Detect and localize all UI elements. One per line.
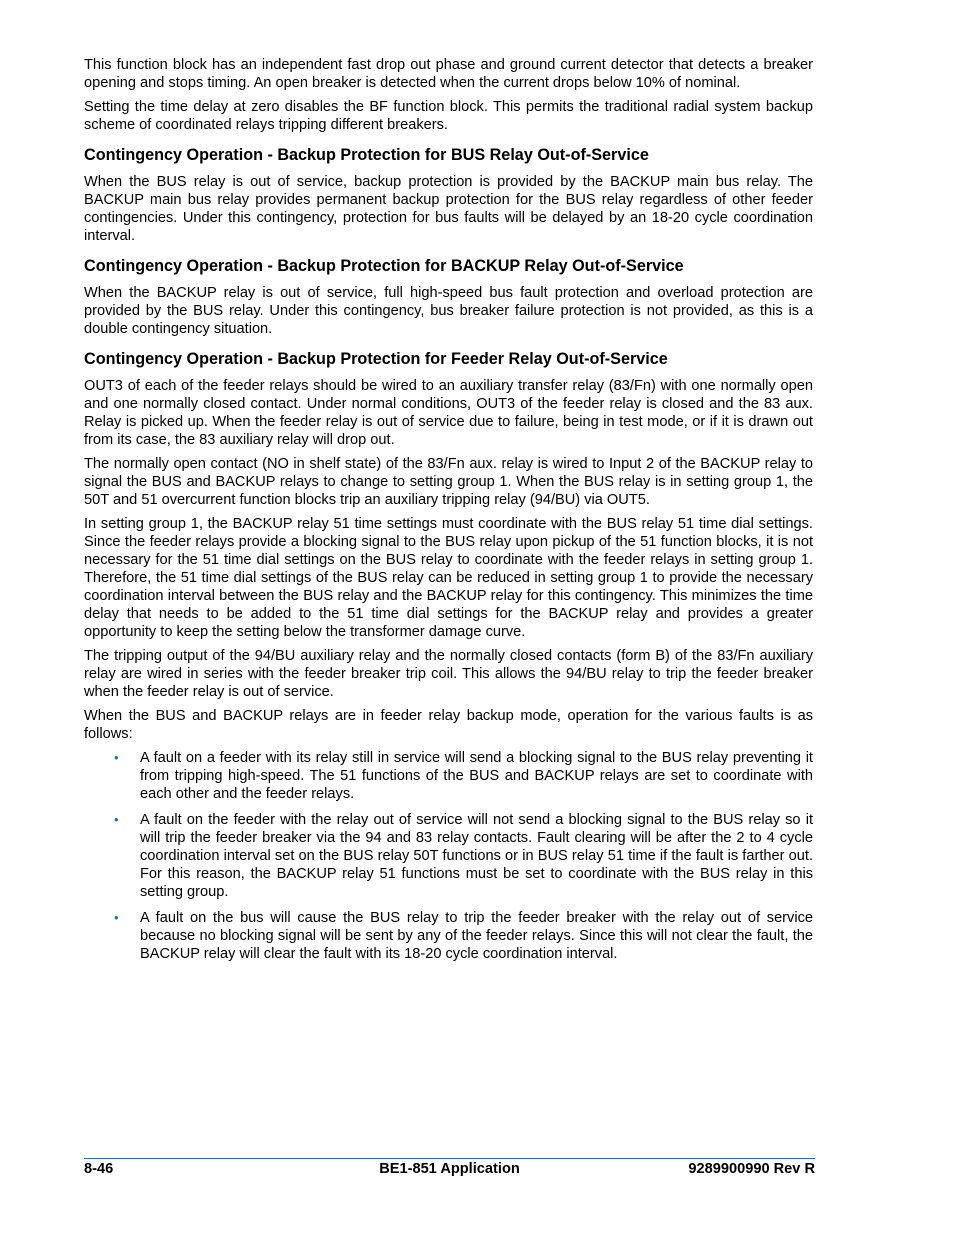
footer-divider (84, 1158, 815, 1159)
bullet-icon: • (114, 750, 119, 765)
body-paragraph: In setting group 1, the BACKUP relay 51 time settings must coordinate with the BUS relay 51 time dial settings. Since the feeder relays provide a blocking signal to the BUS relay upon pickup of the 51 function blocks, it is not necessary for the 51 time dial settings on the BUS relay to coordinate with the feeder relays in setting group 1. Therefore, the 51 time dial settings of the BUS relay can be reduced in setting group 1 to provide the necessary coordination interval between the BUS relay and the BACKUP relay for this contingency. This minimizes the time delay that needs to be added to the 51 time dial settings for the BACKUP relay and provides a greater opportunity to keep the setting below the transformer damage curve. (84, 516, 813, 640)
list-item (84, 749, 813, 803)
list-item-text: A fault on the bus will cause the BUS relay to trip the feeder breaker with the relay out of service because no blocking signal will be sent by any of the feeder relays. Since this will not clear the fault, the BACKUP relay will clear the fault with its 18-20 cycle coordination interval. (140, 910, 813, 962)
section-heading: Contingency Operation - Backup Protection for Feeder Relay Out-of-Service (84, 350, 668, 368)
body-paragraph: This function block has an independent fast drop out phase and ground current detector that detects a breaker opening and stops timing. An open breaker is detected when the current drops below 10% of nominal. (84, 57, 813, 91)
bullet-list (84, 749, 813, 963)
body-paragraph: When the BACKUP relay is out of service, full high-speed bus fault protection and overload protection are provided by the BUS relay. Under this contingency, bus breaker failure protection is not provided, as this is a double contingency situation. (84, 285, 813, 337)
section-heading: Contingency Operation - Backup Protection for BUS Relay Out-of-Service (84, 146, 649, 164)
page-number: 8-46 (84, 1161, 114, 1177)
document-body (84, 56, 813, 971)
document-number: 9289900990 Rev R (688, 1161, 815, 1177)
body-paragraph: When the BUS relay is out of service, backup protection is provided by the BACKUP main bus relay. The BACKUP main bus relay provides permanent backup protection for the BUS relay regardless of other feeder contingencies. Under this contingency, protection for bus faults will be delayed by an 18-20 cycle coordination interval. (84, 174, 813, 244)
body-paragraph: The tripping output of the 94/BU auxiliary relay and the normally closed contacts (form B) of the 83/Fn auxiliary relay are wired in series with the feeder breaker trip coil. This allows the 94/BU relay to trip the feeder breaker when the feeder relay is out of service. (84, 648, 813, 700)
body-paragraph: The normally open contact (NO in shelf state) of the 83/Fn aux. relay is wired to Input 2 of the BACKUP relay to signal the BUS and BACKUP relays to change to setting group 1. When the BUS relay is in setting group 1, the 50T and 51 overcurrent function blocks trip an auxiliary tripping relay (94/BU) via OUT5. (84, 456, 813, 508)
bullet-icon: • (114, 812, 119, 827)
list-item (84, 909, 813, 963)
list-item-text: A fault on the feeder with the relay out of service will not send a blocking signal to the BUS relay so it will trip the feeder breaker via the 94 and 83 relay contacts. Fault clearing will be after the 2 to 4 cycle coordination interval set on the BUS relay 50T functions or in BUS relay 51 time if the fault is farther out. For this reason, the BACKUP relay 51 functions must be set to coordinate with the BUS relay in this setting group. (140, 812, 813, 900)
list-item (84, 811, 813, 901)
body-paragraph: Setting the time delay at zero disables the BF function block. This permits the traditional radial system backup scheme of coordinated relays tripping different breakers. (84, 99, 813, 133)
list-item-text: A fault on a feeder with its relay still in service will send a blocking signal to the BUS relay preventing it from tripping high-speed. The 51 functions of the BUS and BACKUP relays are set to coordinate with each other and the feeder relays. (140, 750, 813, 802)
section-heading: Contingency Operation - Backup Protection for BACKUP Relay Out-of-Service (84, 257, 684, 275)
bullet-icon: • (114, 910, 119, 925)
body-paragraph: When the BUS and BACKUP relays are in feeder relay backup mode, operation for the various faults is as follows: (84, 708, 813, 742)
body-paragraph: OUT3 of each of the feeder relays should be wired to an auxiliary transfer relay (83/Fn) with one normally open and one normally closed contact. Under normal conditions, OUT3 of the feeder relay is closed and the 83 aux. Relay is picked up. When the feeder relay is out of service due to failure, being in test mode, or if it is drawn out from its case, the 83 auxiliary relay will drop out. (84, 378, 813, 448)
footer-title: BE1-851 Application (379, 1161, 520, 1177)
